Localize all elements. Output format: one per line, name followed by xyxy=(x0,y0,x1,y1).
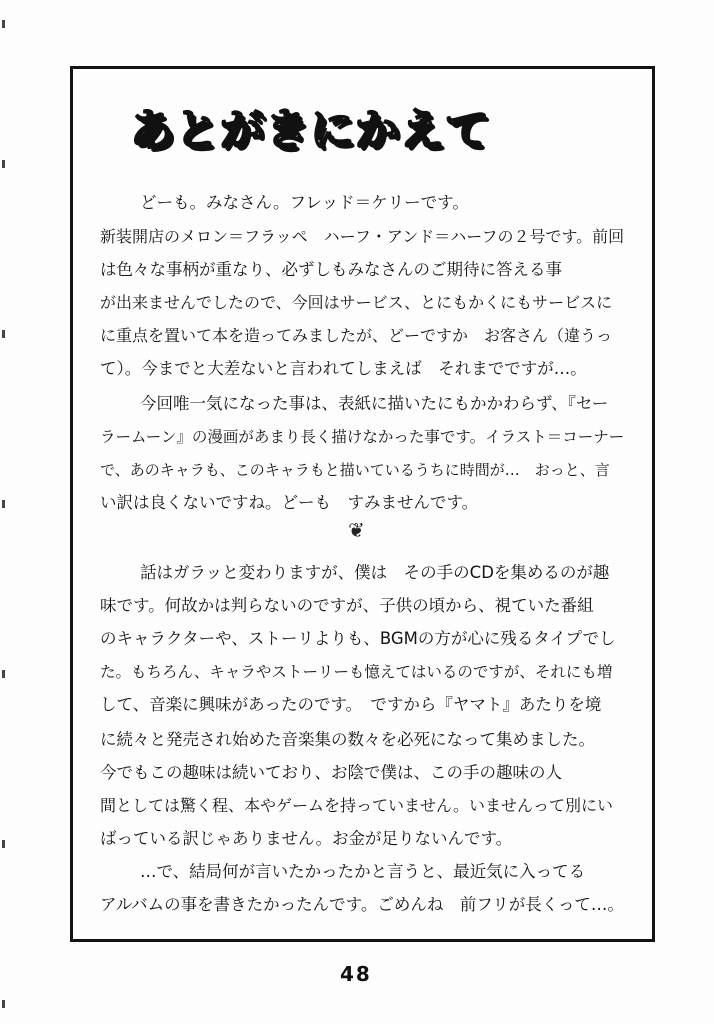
text-line: 今でもこの趣味は続いており、お陰で僕は、この手の趣味の人 xyxy=(100,763,562,782)
binding-tick xyxy=(2,500,5,508)
text-line: は色々な事柄が重なり、必ずしもみなさんのご期待に答える事 xyxy=(100,260,562,279)
text-line: て）。今までと大差ないと言われてしまえば それまでですが…。 xyxy=(100,359,587,378)
text-line: どーも。みなさん。フレッド＝ケリーです。 xyxy=(140,193,469,212)
text-line: して、音楽に興味があったのです。 ですから『ヤマト』あたりを境 xyxy=(100,695,602,714)
text-line: で、あのキャラも、このキャラもと描いているうちに時間が… おっと、言 xyxy=(100,461,610,479)
binding-tick xyxy=(2,160,5,168)
text-line: 今回唯一気になった事は、表紙に描いたにもかかわらず、『セー xyxy=(140,394,609,413)
text-line: アルバムの事を書きたかったんです。ごめんね 前フリが長くって…。 xyxy=(100,895,624,914)
text-line: ばっている訳じゃありません。お金が足りないんです。 xyxy=(100,829,513,848)
section-divider-ornament: ❦ xyxy=(348,518,365,542)
binding-tick xyxy=(2,670,5,678)
text-line: 味です。何故かは判らないのですが、子供の頃から、視ていた番組 xyxy=(100,596,594,615)
text-line: 間としては驚く程、本やゲームを持っていません。いませんって別にい xyxy=(100,796,613,815)
page-number: 48 xyxy=(340,962,372,986)
binding-edge-marks xyxy=(0,0,12,1024)
binding-tick xyxy=(2,840,5,848)
binding-tick xyxy=(2,330,5,338)
text-line: のキャラクターや、ストーリよりも、BGMの方が心に残るタイプでし xyxy=(100,629,616,648)
binding-tick xyxy=(2,1000,5,1008)
text-line: に続々と発売され始めた音楽集の数々を必死になって集めました。 xyxy=(100,730,595,749)
text-line: い訳は良くないですね。どーも すみませんです。 xyxy=(100,493,479,512)
binding-tick xyxy=(2,20,5,28)
text-line: ラームーン』の漫画があまり長く描けなかった事です。イラスト＝コーナー xyxy=(100,428,625,446)
text-line: 新装開店のメロン＝フラッペ ハーフ・アンド＝ハーフの２号です。前回 xyxy=(100,227,625,246)
text-line: に重点を置いて本を造ってみましたが、どーですか お客さん（違うっ xyxy=(100,326,613,345)
text-line: た。もちろん、キャラやストーリーも憶えてはいるのですが、それにも増 xyxy=(100,663,613,681)
text-line: …で、結局何が言いたかったかと言うと、最近気に入ってる xyxy=(140,862,586,881)
page-title: あとがきにかえて xyxy=(130,105,490,156)
text-line: 話はガラッと変わりますが、僕は その手のCDを集めるのが趣 xyxy=(140,563,610,582)
text-line: が出来ませんでしたので、今回はサービス、とにもかくにもサービスに xyxy=(100,293,613,312)
